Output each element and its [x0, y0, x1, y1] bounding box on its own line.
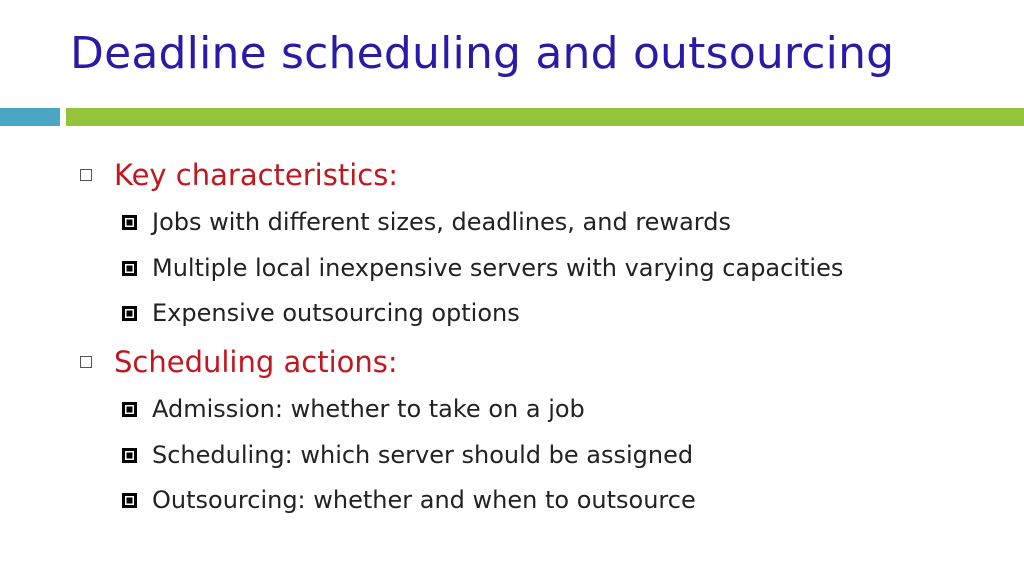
- square-bullet-icon: [122, 493, 137, 508]
- list-item-text: Admission: whether to take on a job: [152, 395, 585, 423]
- section-heading-key-characteristics: [80, 158, 398, 192]
- hollow-square-bullet-icon: [80, 356, 92, 368]
- slide-title: Deadline scheduling and outsourcing: [70, 28, 895, 79]
- square-bullet-icon: [122, 261, 137, 276]
- list-item: [122, 299, 520, 327]
- list-item: [122, 395, 585, 423]
- section-heading-scheduling-actions: [80, 345, 398, 379]
- list-item: [122, 486, 696, 514]
- list-item-text: Jobs with different sizes, deadlines, and rewards: [152, 208, 731, 236]
- list-item: [122, 208, 731, 236]
- list-item: [122, 254, 843, 282]
- list-item-text: Scheduling: which server should be assigned: [152, 441, 694, 469]
- list-item: [122, 441, 693, 469]
- square-bullet-icon: [122, 306, 137, 321]
- heading-text: Scheduling actions:: [114, 345, 398, 379]
- square-bullet-icon: [122, 215, 137, 230]
- heading-text: Key characteristics:: [114, 158, 399, 192]
- square-bullet-icon: [122, 448, 137, 463]
- list-item-text: Outsourcing: whether and when to outsource: [152, 486, 696, 514]
- square-bullet-icon: [122, 402, 137, 417]
- hollow-square-bullet-icon: [80, 169, 92, 181]
- list-item-text: Multiple local inexpensive servers with varying capacities: [152, 254, 844, 282]
- list-item-text: Expensive outsourcing options: [152, 299, 520, 327]
